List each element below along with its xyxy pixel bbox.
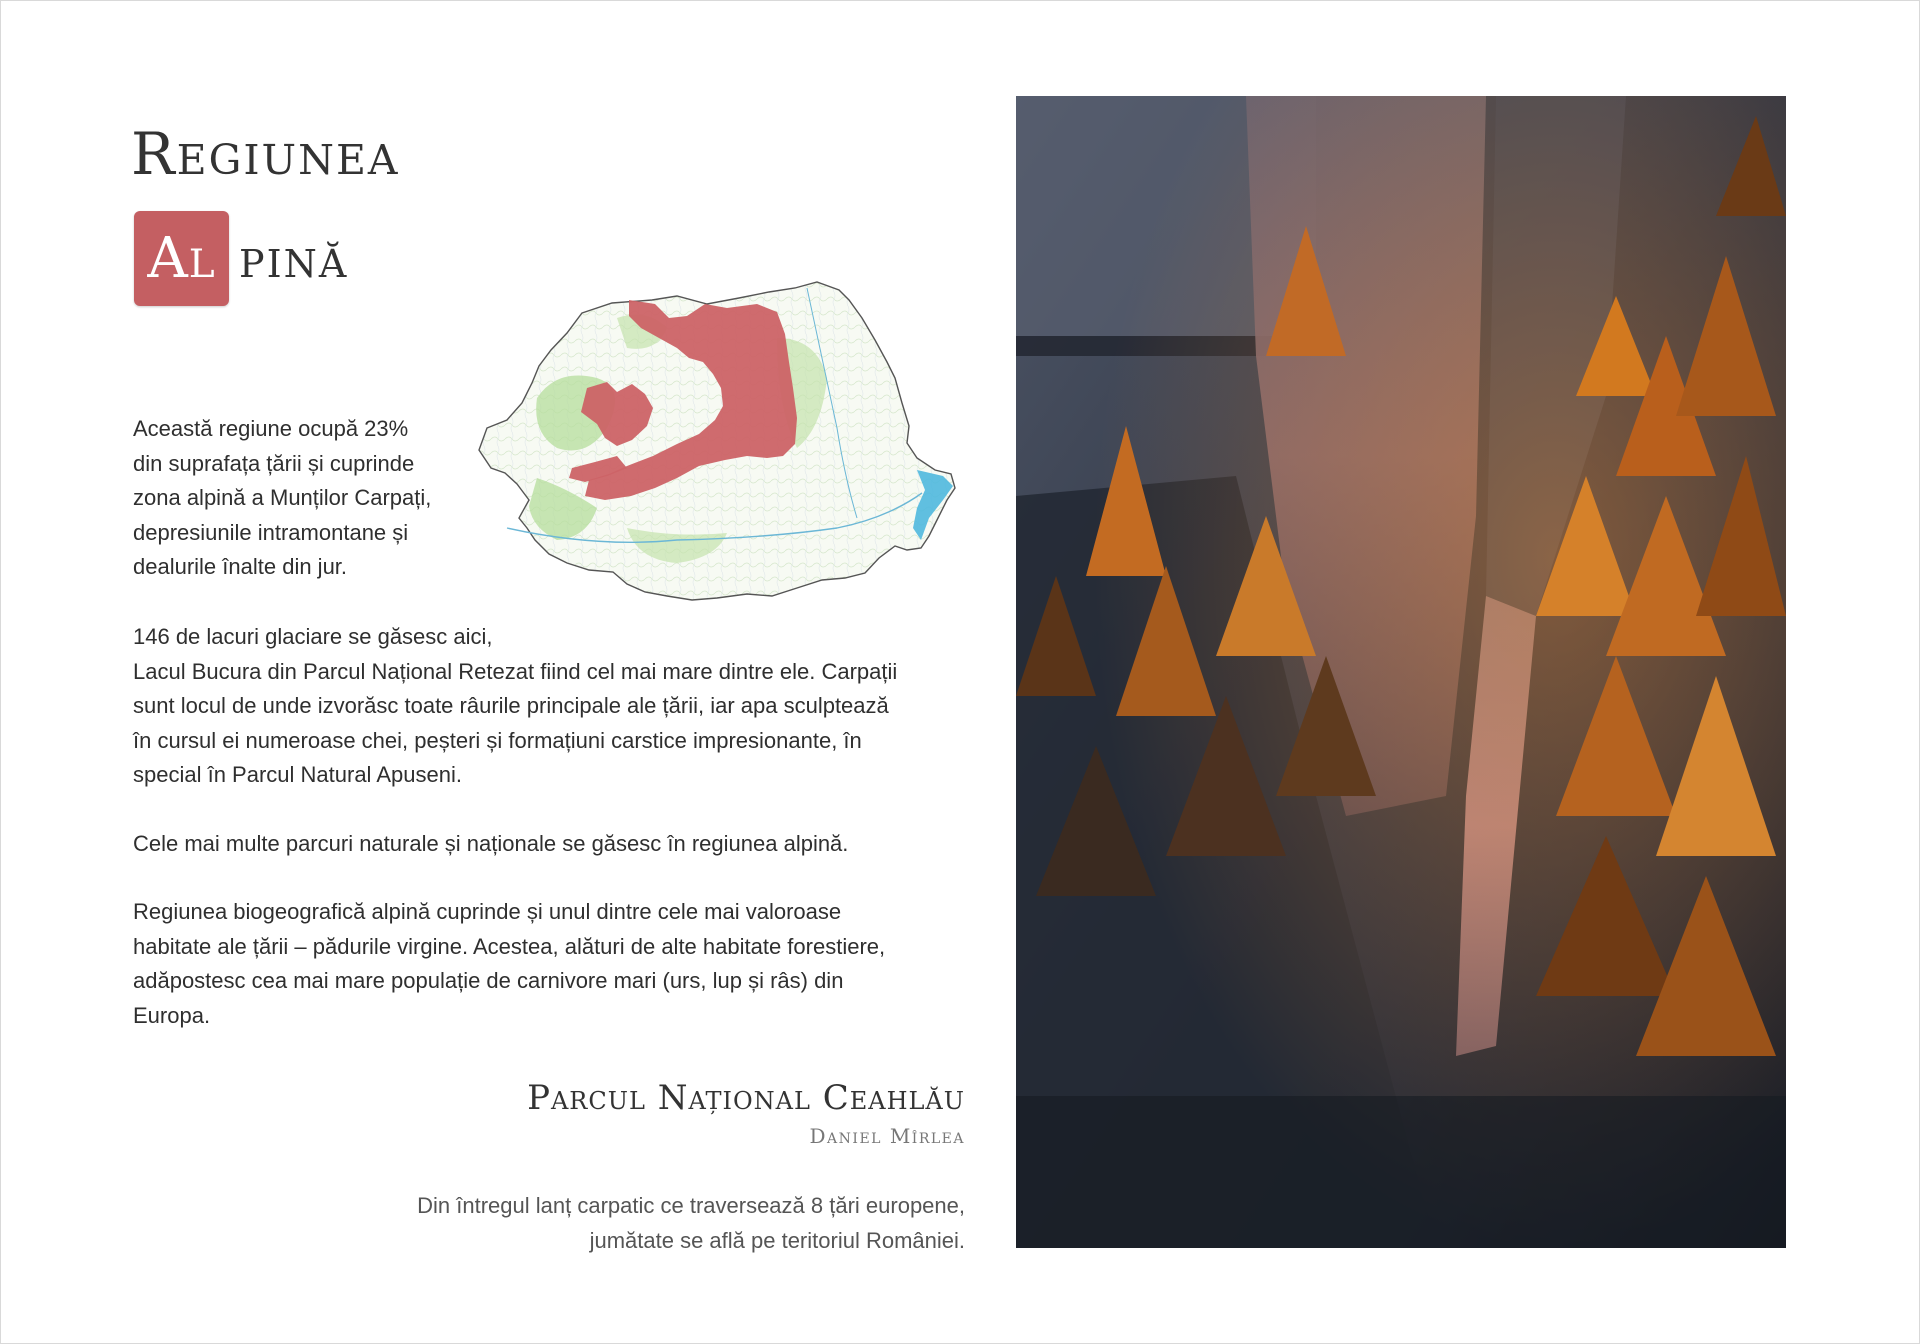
text-line: adăpostesc cea mai mare populație de carnivore mari (urs, lup și râs) din	[133, 968, 844, 993]
larch-forest-cliff-photo	[1016, 96, 1786, 1248]
text-line: jumătate se află pe teritoriul României.	[589, 1228, 965, 1253]
title-rest: pină	[239, 227, 349, 290]
text-line: din suprafața țării și cuprinde	[133, 450, 415, 476]
text-line: dealurile înalte din jur.	[133, 554, 348, 579]
paragraph-parks	[133, 827, 953, 862]
paragraph-lakes	[133, 620, 953, 793]
text-line: habitate ale țării – pădurile virgine. Acestea, alături de alte habitate forestiere,	[133, 933, 886, 959]
text-line: special în Parcul Natural Apuseni.	[133, 762, 462, 787]
text-line: sunt locul de unde izvorăsc toate râurile principale ale țării, iar apa sculptează	[133, 693, 889, 718]
text-line: Cele mai multe parcuri naturale și naționale se găsesc în regiunea alpină.	[133, 831, 849, 856]
photo-caption-title: Parcul Național Ceahlău	[527, 1078, 965, 1118]
title-line-1: Regiunea	[131, 120, 400, 188]
text-line: Lacul Bucura din Parcul Național Retezat fiind cel mai mare dintre ele. Carpații	[133, 658, 898, 684]
photo-caption-note	[345, 1188, 965, 1258]
title-badge: Al	[134, 211, 229, 306]
text-line: Regiunea biogeografică alpină cuprinde și unul dintre cele mai valoroase	[133, 899, 842, 924]
text-line: Din întregul lanț carpatic ce traversează 8 țări europene,	[417, 1193, 965, 1218]
text-line: Această regiune ocupă 23%	[133, 416, 409, 441]
title-line-2	[134, 211, 348, 306]
photo-credit: Daniel Mîrlea	[809, 1124, 965, 1148]
romania-alpine-region-map	[477, 278, 959, 618]
text-line: depresiunile intramontane și	[133, 519, 409, 545]
text-line: zona alpină a Munților Carpați,	[133, 485, 432, 510]
text-line: Europa.	[133, 1002, 211, 1028]
paragraph-habitats	[133, 895, 953, 1033]
paragraph-intro	[133, 412, 463, 585]
text-line: 146 de lacuri glaciare se găsesc aici,	[133, 624, 493, 649]
text-line: în cursul ei numeroase chei, peșteri și formațiuni carstice impresionante, în	[133, 727, 862, 753]
